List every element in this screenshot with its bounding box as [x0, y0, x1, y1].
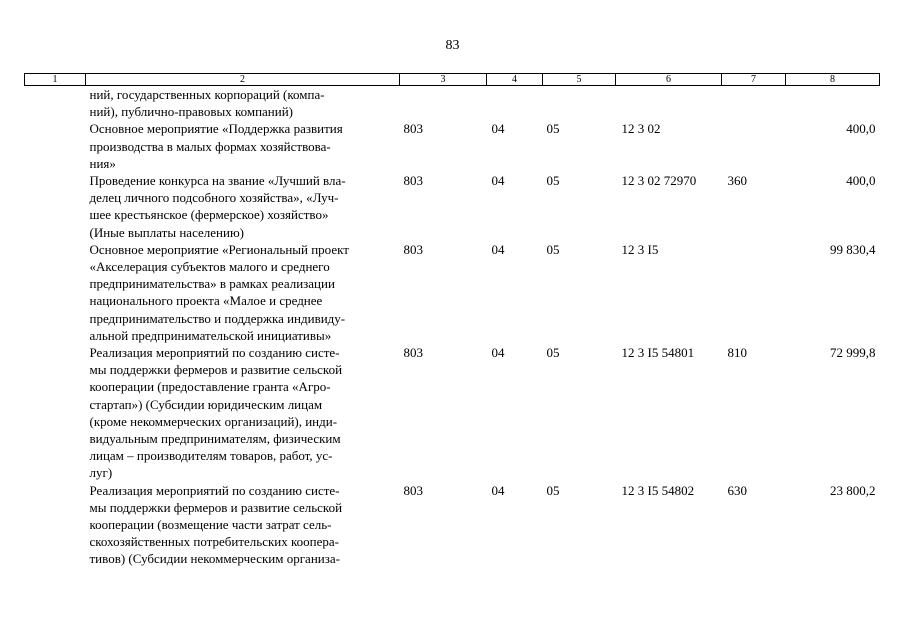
table-row: [25, 172, 880, 241]
row-number-cell: [25, 241, 86, 344]
target-article-code-cell: [616, 86, 722, 121]
item-name-line: Реализация мероприятий по созданию систе-: [89, 345, 340, 361]
subsection-code-cell: 05: [546, 482, 560, 498]
admin-code-cell: 803: [403, 121, 423, 137]
expense-type-code-cell: 630: [727, 482, 747, 498]
item-name-line: кооперации (предоставление гранта «Агро-: [89, 379, 331, 395]
admin-code-cell: [400, 86, 487, 121]
section-code-cell: 04: [491, 345, 505, 361]
section-code-cell: 04: [491, 482, 505, 498]
table-row: [25, 482, 880, 568]
section-code-cell: 04: [491, 173, 505, 189]
item-name-cell: [86, 241, 400, 344]
target-article-code-cell: 12 3 I5 54801: [621, 345, 695, 361]
subsection-code-cell: 05: [546, 241, 560, 257]
header-col-4: 4: [487, 74, 543, 86]
expense-type-code-cell: 810: [727, 345, 747, 361]
amount-cell: 72 999,8: [830, 345, 876, 361]
table-row: [25, 86, 880, 121]
item-name-line: (кроме некоммерческих организаций), инди-: [89, 413, 338, 429]
item-name-line: Основное мероприятие «Поддержка развития: [89, 121, 343, 137]
page-number: 83: [445, 38, 460, 53]
item-name-line: кооперации (возмещение части затрат сель-: [89, 517, 332, 533]
item-name-line: производства в малых формах хозяйствова-: [89, 138, 331, 154]
item-name-line: Реализация мероприятий по созданию систе-: [89, 482, 340, 498]
item-name-cell: [86, 172, 400, 241]
header-col-3: 3: [400, 74, 487, 86]
target-article-code-cell: 12 3 02: [621, 121, 661, 137]
row-number-cell: [25, 120, 86, 172]
item-name-line: Проведение конкурса на звание «Лучший вла-: [89, 173, 346, 189]
header-col-1: 1: [25, 74, 86, 86]
table-row: [25, 344, 880, 482]
section-code-cell: [487, 86, 543, 121]
item-name-line: видуальным предпринимателям, физическим: [89, 431, 341, 447]
amount-cell: 23 800,2: [830, 482, 876, 498]
item-name-line: скохозяйственных потребительских коопера-: [89, 534, 339, 550]
amount-cell: [786, 86, 880, 121]
table-row: [25, 120, 880, 172]
row-number-cell: [25, 482, 86, 568]
amount-cell: 400,0: [846, 121, 876, 137]
budget-table: [24, 73, 880, 568]
target-article-code-cell: 12 3 02 72970: [621, 173, 697, 189]
row-number-cell: [25, 344, 86, 482]
header-col-5: 5: [543, 74, 616, 86]
expense-type-code-cell: [722, 120, 786, 172]
table-header: [25, 74, 880, 86]
item-name-line: (Иные выплаты населению): [89, 224, 244, 240]
subsection-code-cell: [543, 86, 616, 121]
header-col-6: 6: [616, 74, 722, 86]
item-name-line: делец личного подсобного хозяйства», «Луч-: [89, 190, 339, 206]
item-name-cell: [86, 120, 400, 172]
item-name-line: ний), публично-правовых компаний): [89, 104, 294, 120]
subsection-code-cell: 05: [546, 121, 560, 137]
admin-code-cell: 803: [403, 241, 423, 257]
header-row: [25, 74, 880, 86]
section-code-cell: 04: [491, 241, 505, 257]
item-name-line: предпринимательства» в рамках реализации: [89, 276, 335, 292]
item-name-line: ния»: [89, 155, 116, 171]
expense-type-code-cell: [722, 86, 786, 121]
item-name-cell: [86, 344, 400, 482]
amount-cell: 99 830,4: [830, 241, 876, 257]
admin-code-cell: 803: [403, 173, 423, 189]
row-number-cell: [25, 86, 86, 121]
expense-type-code-cell: 360: [727, 173, 747, 189]
item-name-line: лицам – производителям товаров, работ, ус-: [89, 448, 333, 464]
item-name-cell: [86, 86, 400, 121]
header-col-2: 2: [86, 74, 400, 86]
subsection-code-cell: 05: [546, 345, 560, 361]
admin-code-cell: 803: [403, 345, 423, 361]
expense-type-code-cell: [722, 241, 786, 344]
item-name-line: тивов) (Субсидии некоммерческим организа-: [89, 551, 340, 567]
item-name-line: шее крестьянское (фермерское) хозяйство»: [89, 207, 329, 223]
header-col-8: 8: [786, 74, 880, 86]
item-name-line: предпринимательство и поддержка индивиду-: [89, 310, 346, 326]
item-name-line: луг): [89, 465, 113, 481]
row-number-cell: [25, 172, 86, 241]
item-name-cell: [86, 482, 400, 568]
item-name-line: мы поддержки фермеров и развитие сельской: [89, 499, 343, 515]
item-name-line: ний, государственных корпораций (компа-: [89, 87, 325, 102]
target-article-code-cell: 12 3 I5: [621, 241, 659, 257]
amount-cell: 400,0: [846, 173, 876, 189]
item-name-line: альной предпринимательской инициативы»: [89, 327, 332, 343]
admin-code-cell: 803: [403, 482, 423, 498]
header-col-7: 7: [722, 74, 786, 86]
item-name-line: стартап») (Субсидии юридическим лицам: [89, 396, 323, 412]
item-name-line: Основное мероприятие «Региональный проект: [89, 241, 349, 257]
subsection-code-cell: 05: [546, 173, 560, 189]
section-code-cell: 04: [491, 121, 505, 137]
item-name-line: мы поддержки фермеров и развитие сельской: [89, 362, 343, 378]
table-row: [25, 241, 880, 344]
item-name-line: «Акселерация субъектов малого и среднего: [89, 259, 330, 275]
item-name-line: национального проекта «Малое и среднее: [89, 293, 323, 309]
target-article-code-cell: 12 3 I5 54802: [621, 482, 695, 498]
table-body: [25, 86, 880, 568]
